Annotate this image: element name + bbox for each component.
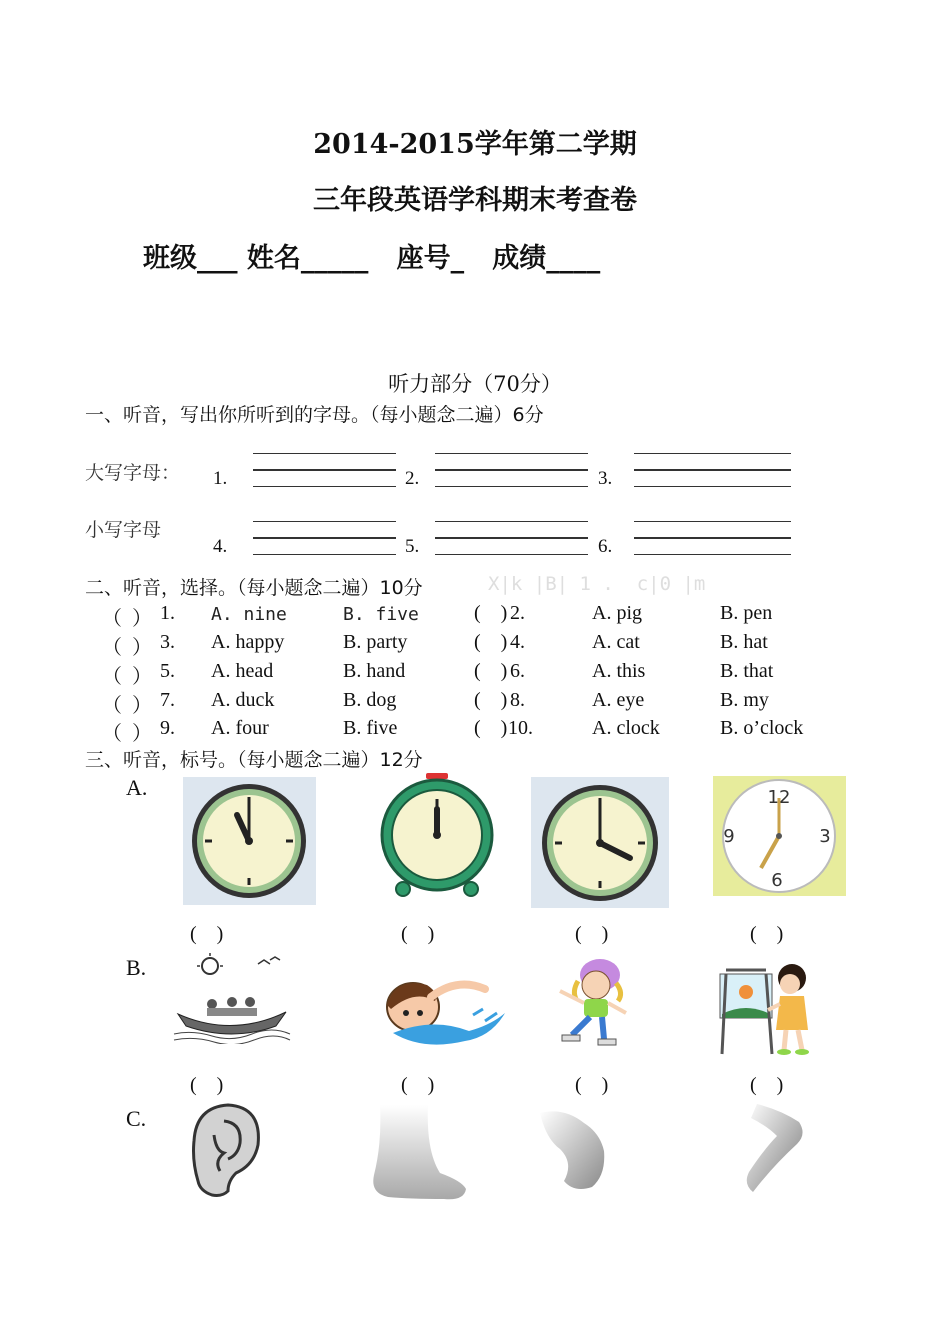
option-a: A. eye: [592, 689, 645, 711]
question-number: 5.: [160, 660, 175, 682]
option-b: B. five: [343, 717, 398, 739]
question-number: 9.: [160, 717, 175, 739]
painting-girl-icon: [716, 956, 816, 1056]
answer-bracket[interactable]: （ ）: [102, 637, 152, 659]
clock-numeral-3: 3: [819, 826, 831, 847]
numbered-clock-icon: [713, 776, 846, 896]
listening-part-title: 听力部分（70分）: [388, 372, 562, 396]
option-a: A. nine: [211, 604, 287, 625]
exam-title-year: 2014-2015学年第二学期: [313, 129, 637, 160]
question-number: 3.: [160, 631, 175, 653]
answer-bracket[interactable]: ( ): [474, 660, 508, 682]
answer-bracket[interactable]: ( ): [750, 1074, 784, 1096]
answer-bracket[interactable]: ( ): [474, 689, 508, 711]
student-info-line: 班级___ 姓名_____ 座号_ 成绩____: [143, 243, 601, 274]
answer-bracket[interactable]: ( ): [474, 717, 508, 739]
section1-title: 一、听音，写出你所听到的字母。（每小题念二遍）6分: [85, 404, 544, 426]
option-b: B. party: [343, 631, 408, 653]
writing-lines-3[interactable]: [634, 453, 791, 502]
skating-girl-icon: [542, 955, 634, 1047]
question-number: 8.: [510, 689, 525, 711]
watermark-text: X|k |B| 1 . c|0 |m: [488, 573, 706, 595]
option-b: B. five: [343, 604, 419, 625]
section2-title: 二、听音，选择。（每小题念二遍）10分: [85, 577, 423, 599]
item-number-4: 4.: [213, 536, 228, 557]
swimming-icon: [373, 975, 509, 1051]
answer-bracket[interactable]: （ ）: [102, 695, 152, 717]
item-number-1: 1.: [213, 468, 228, 489]
clock-numeral-12: 12: [767, 787, 791, 808]
option-b: B. that: [720, 660, 774, 682]
option-b: B. dog: [343, 689, 397, 711]
answer-bracket[interactable]: （ ）: [102, 723, 152, 745]
wall-clock-four-icon: [531, 777, 669, 908]
question-number: 2.: [510, 602, 525, 624]
boating-icon: [172, 952, 292, 1044]
option-b: B. hand: [343, 660, 406, 682]
answer-bracket[interactable]: ( ): [190, 923, 224, 945]
item-number-5: 5.: [405, 536, 420, 557]
answer-bracket[interactable]: （ ）: [102, 608, 152, 630]
clock-numeral-6: 6: [771, 870, 783, 891]
clock-numeral-9: 9: [723, 826, 735, 847]
arm-elbow-icon: [727, 1104, 809, 1196]
option-b: B. my: [720, 689, 769, 711]
writing-lines-2[interactable]: [435, 453, 588, 502]
option-b: B. o’clock: [720, 717, 804, 739]
writing-lines-5[interactable]: [435, 521, 588, 570]
answer-bracket[interactable]: ( ): [401, 1074, 435, 1096]
question-number: 4.: [510, 631, 525, 653]
writing-lines-4[interactable]: [253, 521, 396, 570]
ear-icon: [184, 1101, 264, 1199]
question-number: 6.: [510, 660, 525, 682]
option-a: A. this: [592, 660, 646, 682]
option-b: B. pen: [720, 602, 773, 624]
section3-title: 三、听音，标号。（每小题念二遍）12分: [85, 749, 423, 771]
item-number-6: 6.: [598, 536, 613, 557]
question-number: 10.: [508, 717, 533, 739]
question-number: 7.: [160, 689, 175, 711]
option-a: A. duck: [211, 689, 275, 711]
question-number: 1.: [160, 602, 175, 624]
option-b: B. hat: [720, 631, 768, 653]
answer-bracket[interactable]: ( ): [750, 923, 784, 945]
exam-title-subject: 三年段英语学科期末考查卷: [313, 185, 637, 216]
option-a: A. clock: [592, 717, 660, 739]
option-a: A. cat: [592, 631, 640, 653]
option-a: A. happy: [211, 631, 285, 653]
item-number-2: 2.: [405, 468, 420, 489]
option-a: A. four: [211, 717, 269, 739]
answer-bracket[interactable]: ( ): [575, 1074, 609, 1096]
foot-icon: [364, 1103, 470, 1203]
option-a: A. pig: [592, 602, 642, 624]
wall-clock-icon: [183, 777, 316, 905]
writing-lines-6[interactable]: [634, 521, 791, 570]
item-number-3: 3.: [598, 468, 613, 489]
uppercase-label: 大写字母：: [85, 462, 181, 484]
answer-bracket[interactable]: ( ): [474, 602, 508, 624]
option-a: A. head: [211, 660, 274, 682]
knee-icon: [534, 1103, 630, 1193]
alarm-clock-icon: [378, 773, 496, 897]
writing-lines-1[interactable]: [253, 453, 396, 502]
lowercase-label: 小写字母: [85, 519, 162, 541]
answer-bracket[interactable]: ( ): [575, 923, 609, 945]
row-a-label: A.: [126, 775, 148, 800]
row-c-label: C.: [126, 1106, 147, 1131]
answer-bracket[interactable]: （ ）: [102, 666, 152, 688]
row-b-label: B.: [126, 955, 147, 980]
answer-bracket[interactable]: ( ): [401, 923, 435, 945]
answer-bracket[interactable]: ( ): [474, 631, 508, 653]
answer-bracket[interactable]: ( ): [190, 1074, 224, 1096]
